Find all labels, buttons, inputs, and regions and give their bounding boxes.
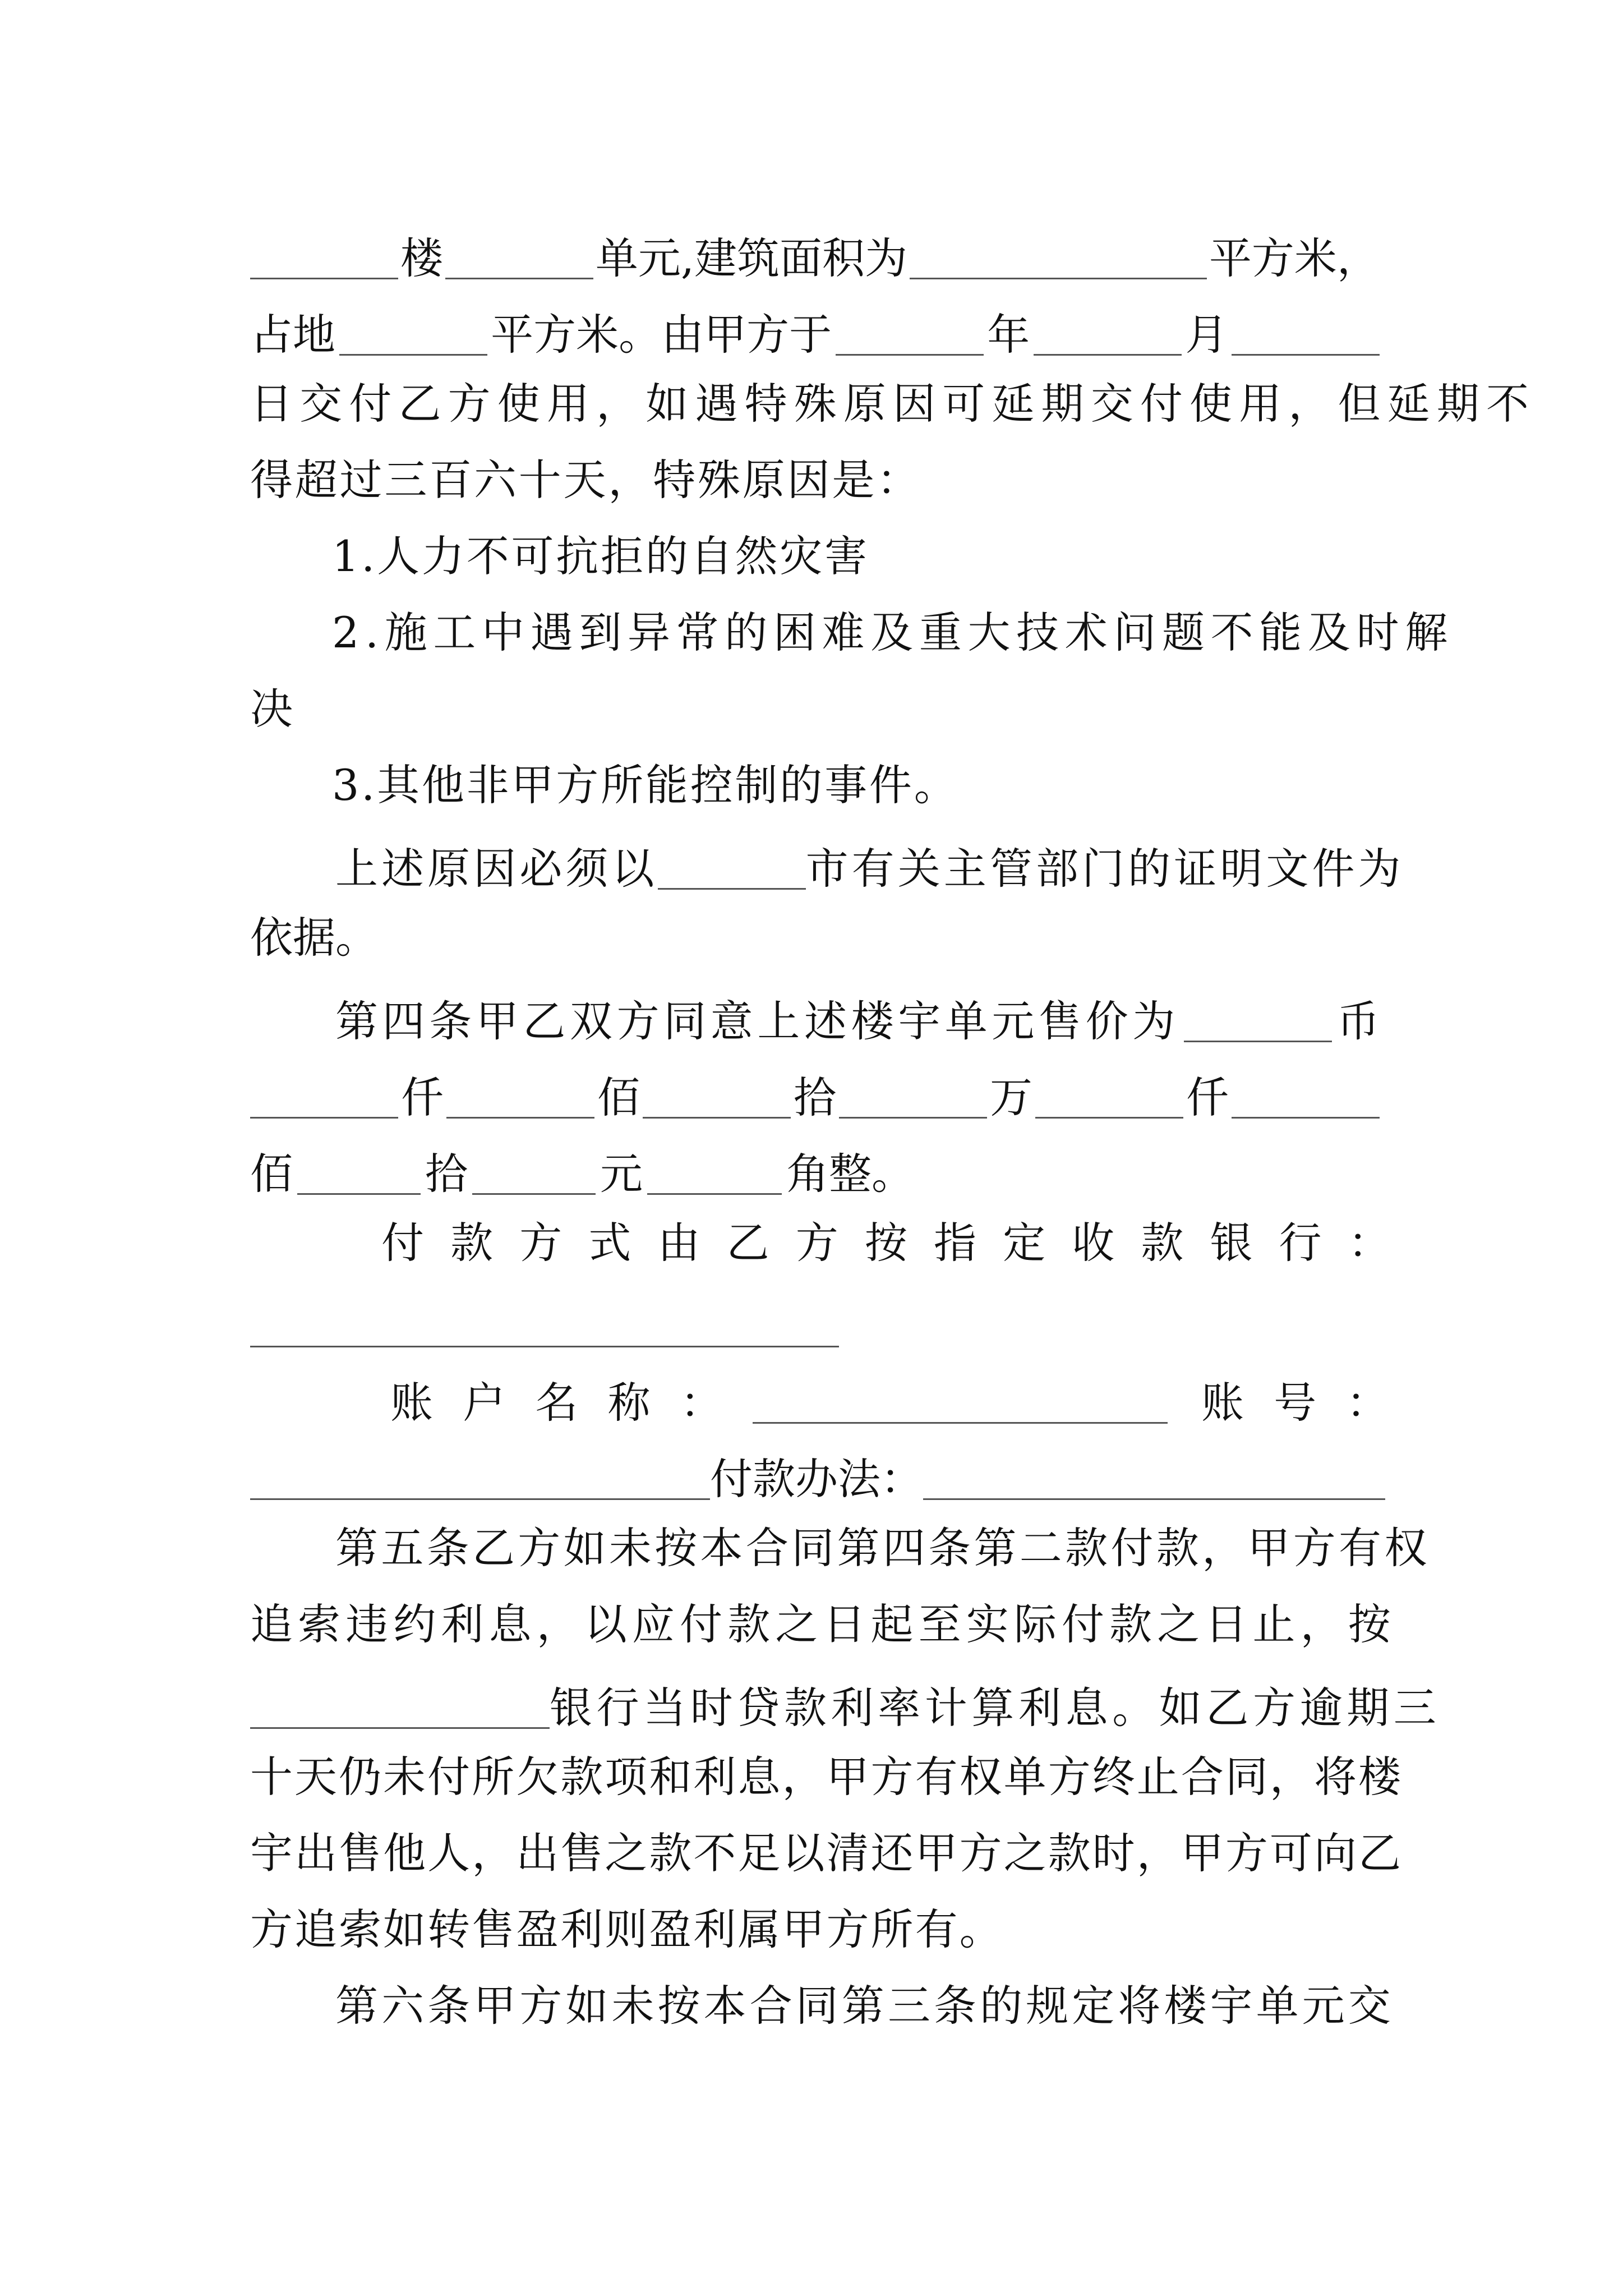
fill-blank (472, 1143, 596, 1195)
paragraph-line: 第五条乙方如未按本合同第四条第二款付款，甲方有权 (335, 1523, 1430, 1573)
line-bank-interest (250, 1663, 1441, 1739)
text-segment: 楼 (400, 233, 443, 283)
line-bank-blank (250, 1281, 1380, 1358)
fill-blank (923, 1448, 1385, 1500)
list-item: 3.其他非甲方所能控制的事件。 (332, 760, 959, 810)
fill-blank (658, 838, 806, 890)
text-segment: 平方米， (1209, 233, 1380, 283)
fill-blank (250, 1295, 839, 1347)
text-segment: 万 (990, 1073, 1032, 1122)
fill-blank (445, 227, 593, 279)
text-segment: 上述原因必须以 (335, 844, 658, 894)
fill-blank (297, 1143, 421, 1195)
text-segment: 佰 (597, 1073, 640, 1122)
text-segment: 拾 (425, 1149, 468, 1199)
paragraph-line: 得超过三百六十天，特殊原因是： (250, 455, 921, 505)
fill-blank (250, 1448, 710, 1500)
text-segment: 账户名称： (390, 1378, 753, 1428)
text-segment: 银行当时贷款利率计算利息。如乙方逾期三 (550, 1683, 1441, 1733)
line-payment-bank: 付款方式由乙方按指定收款银行： (381, 1218, 1417, 1268)
text-segment: 付款办法： (710, 1454, 923, 1504)
fill-blank (910, 227, 1207, 279)
paragraph-line: 十天仍未付所欠款项和利息，甲方有权单方终止合同，将楼 (250, 1752, 1403, 1802)
paragraph-line: 方追索如转售盈利则盈利属甲方所有。 (250, 1904, 1004, 1954)
text-segment: 市有关主管部门的证明文件为 (805, 844, 1404, 894)
line-land-area-delivery-date (250, 289, 1380, 366)
fill-blank (339, 303, 487, 356)
paragraph-line: 追索违约利息，以应付款之日起至实际付款之日止，按 (250, 1599, 1396, 1649)
fill-blank (753, 1372, 1168, 1424)
line-payment-method (250, 1434, 1380, 1510)
line-building-unit-area (250, 213, 1380, 289)
fill-blank (1034, 303, 1182, 356)
text-segment: 单元,建筑面积为 (595, 233, 908, 283)
text-segment: 平方米。由甲方于 (491, 310, 832, 360)
text-segment: 元 (600, 1149, 643, 1199)
fill-blank (250, 1677, 550, 1729)
text-segment: 仟 (1186, 1073, 1229, 1122)
paragraph-line: 第六条甲方如未按本合同第三条的规定将楼宇单元交 (335, 1981, 1394, 2031)
text-segment: 账号： (1201, 1378, 1419, 1428)
fill-blank (647, 1143, 782, 1195)
text-segment: 仟 (401, 1073, 444, 1122)
fill-blank (1232, 303, 1380, 356)
text-segment: 币 (1337, 996, 1380, 1046)
fill-blank (1232, 1066, 1380, 1119)
text-segment: 第四条甲乙双方同意上述楼宇单元售价为 (335, 996, 1179, 1046)
fill-blank (250, 1066, 398, 1119)
line-price-amount-cont (250, 1129, 1380, 1205)
text-segment: 月 (1185, 310, 1228, 360)
line-certification-city (335, 823, 1404, 900)
text-segment: 年 (987, 310, 1030, 360)
line-account-info (250, 1358, 1419, 1434)
fill-blank (643, 1066, 791, 1119)
paragraph-line: 宇出售他人，出售之款不足以清还甲方之款时，甲方可向乙 (250, 1828, 1403, 1878)
paragraph-line: 决 (250, 684, 293, 734)
list-item: 1.人力不可抗拒的自然灾害 (332, 531, 869, 581)
text-segment: 拾 (794, 1073, 836, 1122)
fill-blank (250, 227, 398, 279)
fill-blank (1035, 1066, 1183, 1119)
text-segment: 角整。 (786, 1149, 914, 1199)
line-article-4-price (335, 976, 1380, 1052)
line-price-amount (250, 1052, 1380, 1129)
text-segment: 佰 (250, 1149, 293, 1199)
fill-blank (839, 1066, 987, 1119)
fill-blank (1184, 990, 1332, 1042)
list-item: 2.施工中遇到异常的困难及重大技术问题不能及时解 (332, 608, 1454, 657)
paragraph-line: 依据。 (250, 913, 378, 963)
fill-blank (836, 303, 984, 356)
paragraph-line: 日交付乙方使用，如遇特殊原因可延期交付使用，但延期不 (250, 379, 1536, 429)
text-segment: 占地 (250, 310, 335, 360)
fill-blank (446, 1066, 594, 1119)
